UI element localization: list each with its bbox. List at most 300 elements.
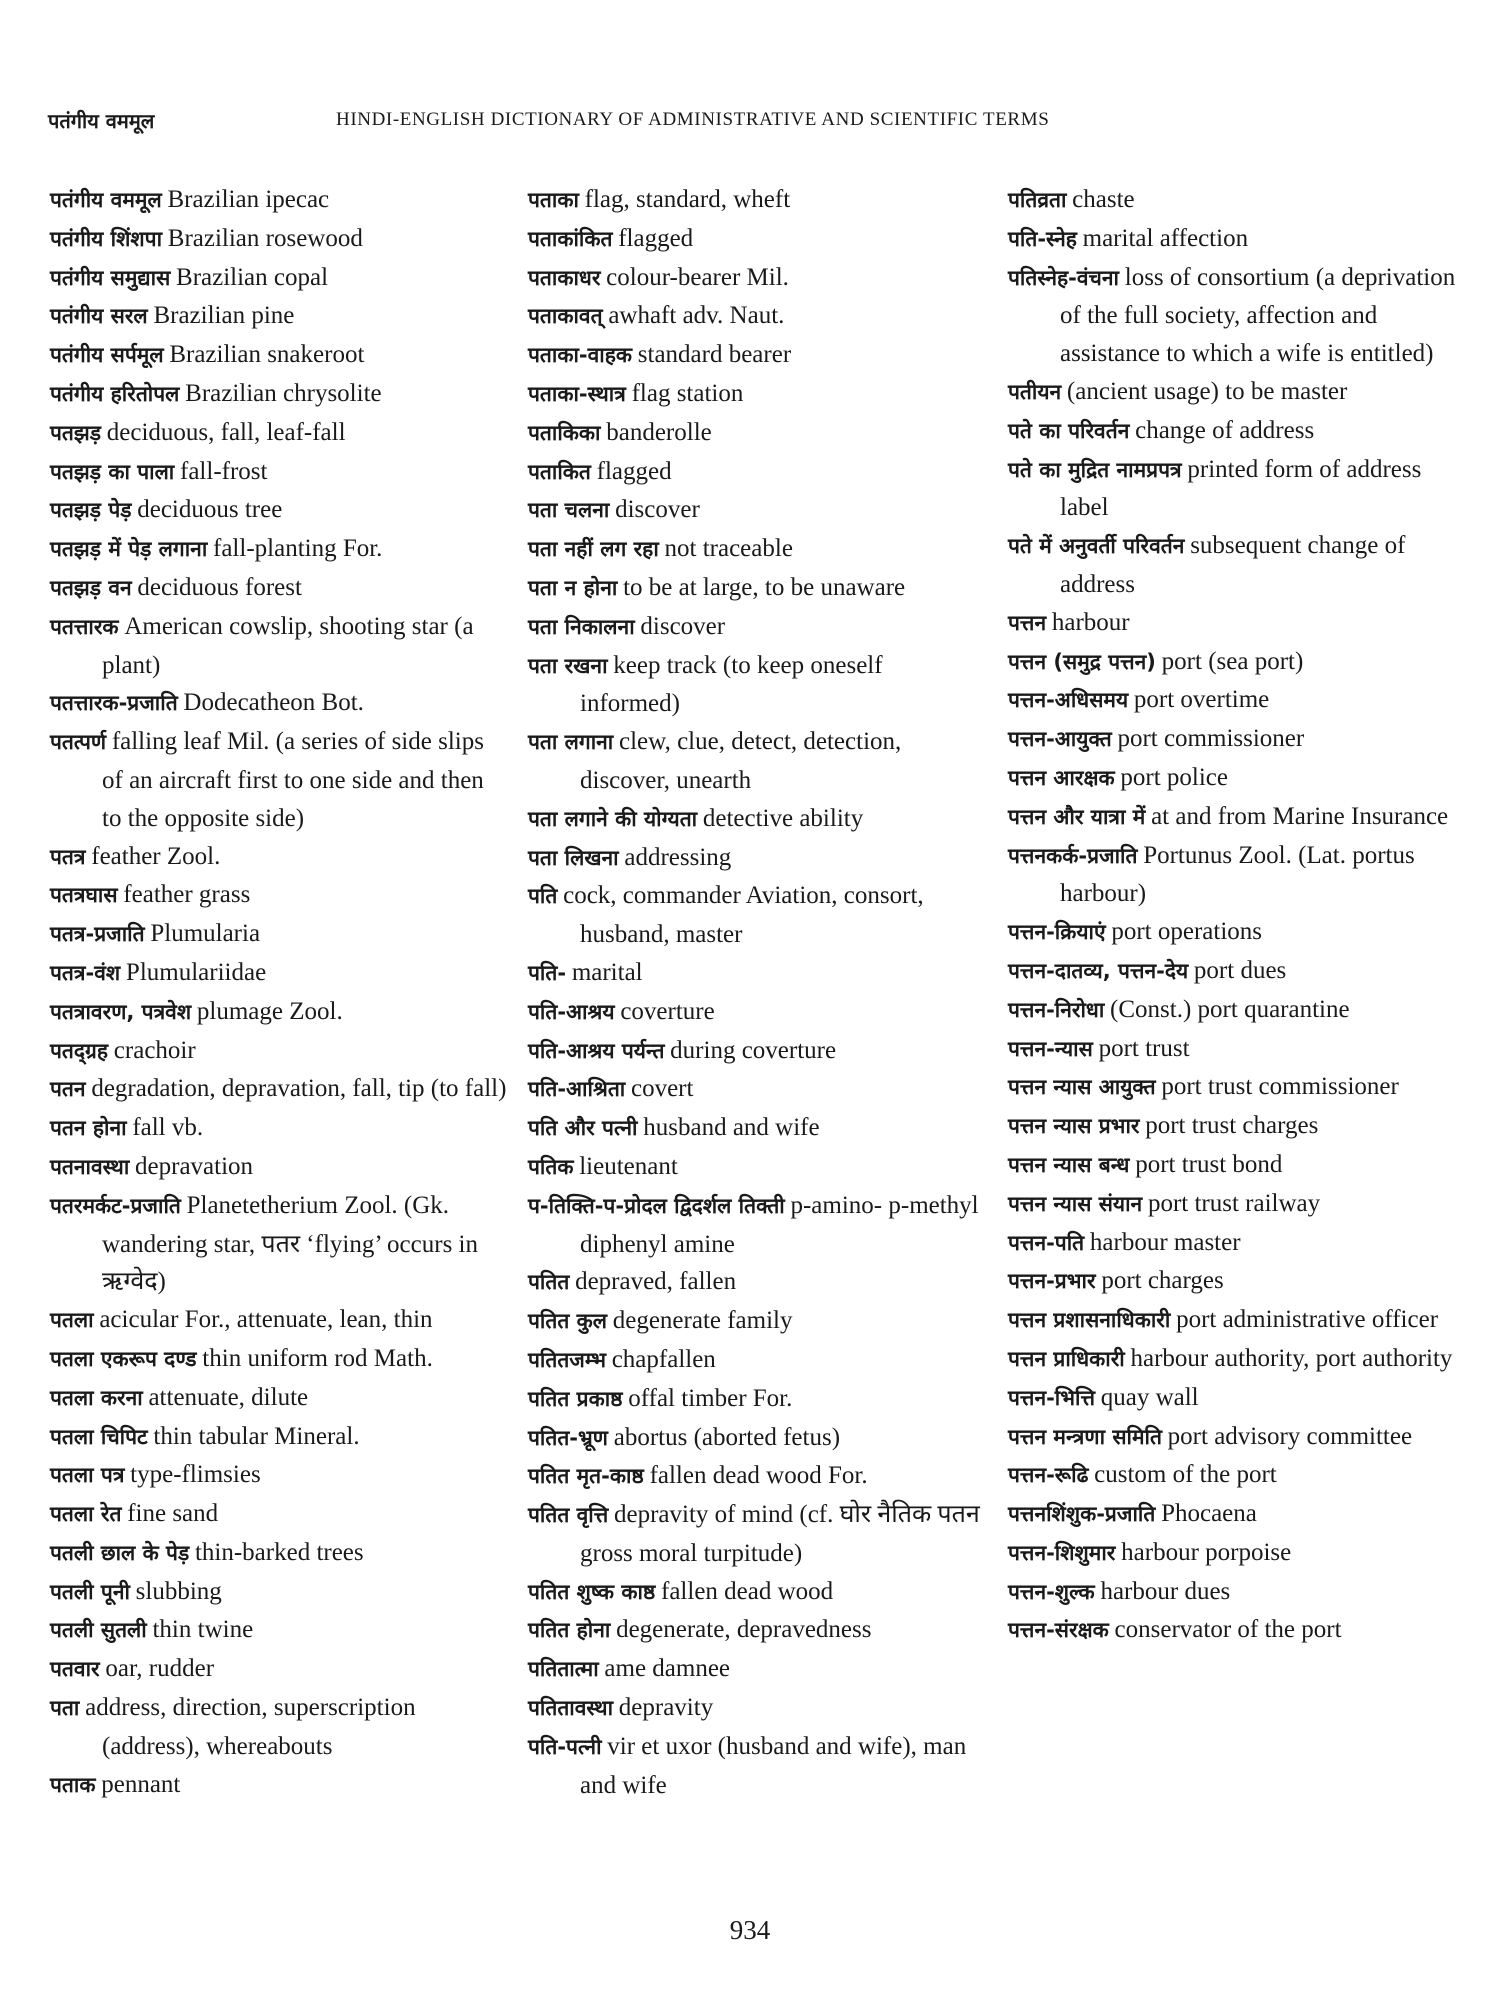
dictionary-entry bbox=[528, 877, 986, 954]
entry-headword: पतंगीय शिंशपा bbox=[50, 226, 163, 251]
entry-headword: पतली पूनी bbox=[50, 1579, 130, 1604]
entry-definition: printed form of address label bbox=[1060, 455, 1422, 522]
entry-definition: husband and wife bbox=[643, 1114, 820, 1142]
entry-headword: पतंगीय वममूल bbox=[50, 188, 162, 212]
dictionary-entry bbox=[1008, 1611, 1463, 1650]
dictionary-entry bbox=[528, 453, 986, 492]
entry-headword: पतत्तारक bbox=[50, 614, 119, 639]
entry-headword: पतला bbox=[50, 1308, 94, 1333]
dictionary-entry bbox=[50, 1611, 508, 1650]
entry-headword: पतंगीय समुद्यास bbox=[50, 265, 171, 290]
entry-headword: पतित कुल bbox=[528, 1309, 607, 1334]
dictionary-entry bbox=[1008, 259, 1463, 373]
entry-headword: पति- bbox=[528, 960, 567, 985]
dictionary-entry bbox=[528, 800, 986, 839]
dictionary-entry bbox=[528, 1689, 986, 1728]
entry-definition: port operations bbox=[1111, 918, 1263, 946]
entry-headword: पत्तन मन्त्रणा समिति bbox=[1008, 1424, 1162, 1449]
entry-headword: पतंगीय हरितोपल bbox=[50, 381, 180, 406]
dictionary-entry bbox=[50, 375, 508, 414]
entry-headword: पति और पत्नी bbox=[528, 1116, 638, 1141]
entry-definition: feather grass bbox=[123, 881, 251, 909]
entry-definition: deciduous tree bbox=[137, 496, 283, 524]
entry-headword: पतनावस्था bbox=[50, 1154, 130, 1179]
entry-definition: subsequent change of address bbox=[1060, 532, 1406, 598]
dictionary-entry bbox=[1008, 1030, 1463, 1069]
entry-definition: chaste bbox=[1072, 186, 1135, 213]
entry-headword: पत्तन-अधिसमय bbox=[1008, 688, 1129, 713]
entry-headword: पतत्पर्ण bbox=[50, 730, 107, 755]
dictionary-entry bbox=[50, 1379, 508, 1418]
dictionary-entry bbox=[50, 1109, 508, 1148]
dictionary-entry bbox=[1008, 451, 1463, 528]
entry-definition: Brazilian snakeroot bbox=[169, 341, 365, 369]
entry-definition: port dues bbox=[1193, 956, 1287, 984]
dictionary-entry bbox=[50, 954, 508, 993]
entry-definition: banderolle bbox=[606, 418, 712, 446]
entry-headword: पताकिका bbox=[528, 420, 601, 445]
entry-definition: port trust bbox=[1098, 1034, 1190, 1062]
dictionary-entry bbox=[50, 1148, 508, 1187]
dictionary-entry bbox=[50, 1456, 508, 1495]
entry-definition: fall-planting For. bbox=[213, 535, 383, 563]
entry-definition: harbour authority, port authority bbox=[1130, 1344, 1453, 1372]
entry-definition: Brazilian pine bbox=[153, 302, 295, 330]
entry-definition: awhaft adv. Naut. bbox=[608, 302, 785, 330]
entry-definition: vir et uxor (husband and wife), man and wife bbox=[580, 1732, 967, 1799]
dictionary-entry bbox=[1008, 527, 1463, 604]
entry-definition: at and from Marine Insurance bbox=[1151, 802, 1449, 830]
dictionary-entry bbox=[50, 530, 508, 569]
dictionary-entry bbox=[528, 259, 986, 298]
entry-definition: harbour porpoise bbox=[1121, 1538, 1292, 1566]
entry-headword: पति-आश्रिता bbox=[528, 1077, 626, 1102]
dictionary-entry bbox=[528, 1728, 986, 1805]
dictionary-entry bbox=[528, 1070, 986, 1109]
entry-definition: fall-frost bbox=[180, 457, 268, 485]
dictionary-entry bbox=[50, 259, 508, 298]
entry-definition: Plumulariidae bbox=[125, 958, 267, 986]
entry-headword: पतत्र-प्रजाति bbox=[50, 922, 145, 947]
entry-definition: abortus (aborted fetus) bbox=[613, 1423, 841, 1451]
entry-headword: पता चलना bbox=[528, 498, 610, 523]
dictionary-entry bbox=[50, 1340, 508, 1379]
entry-definition: thin twine bbox=[152, 1616, 254, 1644]
dictionary-title: HINDI-ENGLISH DICTIONARY OF ADMINISTRATIVE AND SCIENTIFIC TERMS bbox=[336, 109, 1050, 130]
dictionary-entry bbox=[528, 1032, 986, 1071]
entry-definition: not traceable bbox=[664, 535, 793, 563]
entry-headword: पतन bbox=[50, 1077, 86, 1102]
entry-definition: port trust railway bbox=[1147, 1189, 1321, 1217]
entry-definition: flag, standard, wheft bbox=[584, 186, 791, 213]
dictionary-entry bbox=[528, 1496, 986, 1573]
dictionary-entry bbox=[528, 1650, 986, 1689]
dictionary-entry bbox=[1008, 1573, 1463, 1612]
dictionary-entry bbox=[528, 1148, 986, 1187]
entry-headword: पतली सुतली bbox=[50, 1618, 147, 1643]
entry-definition: (Const.) port quarantine bbox=[1110, 995, 1350, 1023]
dictionary-entry bbox=[1008, 1534, 1463, 1573]
entry-headword: पति bbox=[528, 884, 558, 909]
entry-headword: पतझड़ का पाला bbox=[50, 459, 175, 484]
dictionary-entry bbox=[50, 1766, 508, 1805]
entry-headword: पतित bbox=[528, 1270, 570, 1295]
entry-headword: पतझड़ वन bbox=[50, 575, 132, 600]
entry-definition: port trust charges bbox=[1145, 1112, 1319, 1140]
dictionary-entry bbox=[50, 569, 508, 608]
entry-definition: standard bearer bbox=[637, 341, 792, 369]
entry-headword: पत्तन-न्यास bbox=[1008, 1036, 1093, 1061]
entry-headword: पतद्ग्रह bbox=[50, 1038, 109, 1063]
entry-headword: पत्तन न्यास प्रभार bbox=[1008, 1114, 1140, 1139]
entry-definition: American cowslip, shooting star (a plant) bbox=[102, 612, 474, 679]
dictionary-entry bbox=[50, 684, 508, 723]
entry-definition: during coverture bbox=[670, 1036, 837, 1064]
dictionary-entry bbox=[528, 569, 986, 608]
dictionary-entry bbox=[1008, 181, 1463, 220]
entry-definition: addressing bbox=[624, 843, 732, 871]
dictionary-entry bbox=[1008, 1107, 1463, 1146]
dictionary-entry bbox=[528, 1263, 986, 1302]
entry-headword: पत्तन और यात्रा में bbox=[1008, 804, 1146, 829]
entry-headword: पतत्रावरण, पत्रवेश bbox=[50, 999, 192, 1024]
dictionary-entry bbox=[50, 723, 508, 837]
dictionary-entry bbox=[528, 723, 986, 800]
entry-definition: lieutenant bbox=[579, 1152, 678, 1180]
entry-definition: plumage Zool. bbox=[196, 997, 343, 1025]
entry-headword: पतिस्नेह-वंचना bbox=[1008, 265, 1119, 290]
dictionary-entry bbox=[528, 336, 986, 375]
entry-headword: पत्तन न्यास बन्ध bbox=[1008, 1152, 1130, 1177]
entry-definition: port advisory committee bbox=[1167, 1422, 1413, 1450]
entry-definition: Brazilian rosewood bbox=[167, 224, 363, 252]
entry-definition: flag station bbox=[631, 379, 744, 407]
dictionary-entry bbox=[1008, 1301, 1463, 1340]
entry-headword: पतित शुष्क काष्ठ bbox=[528, 1579, 656, 1604]
entry-definition: feather Zool. bbox=[91, 842, 221, 870]
entry-headword: पतत्तारक-प्रजाति bbox=[50, 691, 178, 716]
entry-headword: पता निकालना bbox=[528, 614, 635, 639]
dictionary-entry bbox=[1008, 759, 1463, 798]
entry-definition: type-flimsies bbox=[130, 1461, 261, 1489]
entry-definition: thin-barked trees bbox=[194, 1538, 364, 1566]
entry-definition: depravation bbox=[135, 1152, 254, 1180]
dictionary-entry bbox=[50, 1534, 508, 1573]
entry-headword: पतितजम्भ bbox=[528, 1347, 606, 1372]
entry-headword: पतित मृत-काष्ठ bbox=[528, 1464, 644, 1489]
entry-definition: to be at large, to be unaware bbox=[623, 573, 906, 601]
column-1 bbox=[50, 181, 508, 1804]
entry-headword: पता लगाना bbox=[528, 730, 614, 755]
entry-headword: पताकावत् bbox=[528, 304, 603, 329]
entry-headword: पता लगाने की योग्यता bbox=[528, 806, 698, 831]
entry-definition: port (sea port) bbox=[1161, 647, 1304, 675]
dictionary-entry bbox=[1008, 1262, 1463, 1301]
entry-headword: पतला एकरूप दण्ड bbox=[50, 1346, 197, 1371]
dictionary-entry bbox=[50, 1495, 508, 1534]
dictionary-entry bbox=[528, 1109, 986, 1148]
entry-definition: Plumularia bbox=[150, 920, 261, 948]
entry-definition: fall vb. bbox=[132, 1114, 204, 1142]
entry-definition: deciduous forest bbox=[137, 573, 302, 601]
entry-headword: पत्तन-रूढि bbox=[1008, 1463, 1089, 1488]
entry-definition: coverture bbox=[620, 997, 715, 1025]
dictionary-entry bbox=[50, 876, 508, 915]
entry-headword: पताकाधर bbox=[528, 265, 601, 290]
entry-headword: पता लिखना bbox=[528, 845, 619, 870]
entry-headword: पत्तन-प्रभार bbox=[1008, 1269, 1096, 1294]
dictionary-entry bbox=[1008, 1185, 1463, 1224]
entry-definition: degradation, depravation, fall, tip (to fall) bbox=[91, 1075, 507, 1103]
dictionary-entry bbox=[528, 297, 986, 336]
entry-definition: cock, commander Aviation, consort, husband, master bbox=[563, 882, 924, 949]
dictionary-entry bbox=[1008, 1224, 1463, 1263]
entry-headword: पतीयन bbox=[1008, 379, 1062, 404]
entry-headword: पत्तन प्रशासनाधिकारी bbox=[1008, 1308, 1171, 1333]
entry-definition: crachoir bbox=[113, 1036, 196, 1064]
dictionary-entry bbox=[528, 530, 986, 569]
dictionary-entry bbox=[528, 839, 986, 878]
running-head: पतंगीय वममूल bbox=[48, 109, 155, 133]
entry-definition: harbour master bbox=[1089, 1228, 1241, 1256]
entry-headword: पतझड़ bbox=[50, 420, 102, 445]
dictionary-entry bbox=[50, 491, 508, 530]
entry-definition: acicular For., attenuate, lean, thin bbox=[99, 1306, 433, 1334]
entry-definition: oar, rudder bbox=[105, 1655, 215, 1683]
entry-headword: पतझड़ पेड़ bbox=[50, 498, 132, 523]
dictionary-entry bbox=[528, 647, 986, 724]
dictionary-entry bbox=[50, 336, 508, 375]
entry-definition: p-amino- p-methyl diphenyl amine bbox=[580, 1191, 979, 1258]
entry-definition: Brazilian copal bbox=[176, 263, 329, 291]
entry-headword: पतंगीय सरल bbox=[50, 304, 148, 329]
entry-headword: पतला करना bbox=[50, 1385, 143, 1410]
entry-definition: Brazilian ipecac bbox=[167, 186, 330, 213]
entry-definition: covert bbox=[630, 1075, 694, 1103]
entry-definition: loss of consortium (a deprivation of the full society, affection and assistance to which a wife is entitled) bbox=[1060, 263, 1456, 368]
dictionary-entry bbox=[50, 1032, 508, 1071]
dictionary-entry bbox=[50, 414, 508, 453]
dictionary-entry bbox=[528, 181, 986, 220]
entry-definition: slubbing bbox=[135, 1577, 222, 1605]
entry-definition: pennant bbox=[101, 1770, 181, 1798]
dictionary-entry bbox=[528, 491, 986, 530]
entry-headword: पता न होना bbox=[528, 575, 618, 600]
entry-headword: पतंगीय सर्पमूल bbox=[50, 343, 164, 368]
column-3 bbox=[1008, 181, 1463, 1650]
entry-headword: पति-पत्नी bbox=[528, 1734, 602, 1759]
entry-headword: पताकित bbox=[528, 459, 591, 484]
entry-headword: पतित वृत्ति bbox=[528, 1503, 609, 1528]
entry-definition: Portunus Zool. (Lat. portus harbour) bbox=[1060, 841, 1415, 908]
entry-headword: पता रखना bbox=[528, 653, 608, 678]
entry-headword: पत्तन-आयुक्त bbox=[1008, 727, 1112, 752]
dictionary-entry bbox=[528, 1611, 986, 1650]
entry-definition: attenuate, dilute bbox=[148, 1383, 309, 1411]
entry-headword: पत्तन (समुद्र पत्तन) bbox=[1008, 649, 1156, 674]
entry-headword: पताक bbox=[50, 1772, 96, 1797]
dictionary-entry bbox=[50, 915, 508, 954]
entry-definition: Phocaena bbox=[1161, 1500, 1257, 1528]
entry-headword: पत्तन-शिशुमार bbox=[1008, 1540, 1116, 1565]
entry-definition: custom of the port bbox=[1094, 1461, 1277, 1489]
entry-headword: पतिव्रता bbox=[1008, 188, 1067, 212]
entry-headword: पत्तन-निरोधा bbox=[1008, 997, 1105, 1022]
entry-definition: quay wall bbox=[1100, 1383, 1199, 1411]
dictionary-entry bbox=[1008, 1379, 1463, 1418]
entry-headword: पते का परिवर्तन bbox=[1008, 418, 1130, 443]
entry-definition: chapfallen bbox=[611, 1345, 716, 1373]
entry-headword: पताका-स्थात्र bbox=[528, 381, 626, 406]
dictionary-entry bbox=[528, 414, 986, 453]
dictionary-entry bbox=[1008, 1068, 1463, 1107]
dictionary-entry bbox=[50, 608, 508, 685]
entry-definition: degenerate, depravedness bbox=[616, 1616, 872, 1644]
entry-headword: प-तिक्ति-प-प्रोदल द्विदर्शल तिक्ती bbox=[528, 1193, 785, 1218]
entry-definition: port commissioner bbox=[1117, 725, 1305, 753]
entry-definition: (ancient usage) to be master bbox=[1066, 377, 1348, 405]
entry-headword: पतित प्रकाष्ठ bbox=[528, 1386, 623, 1411]
dictionary-entry bbox=[50, 220, 508, 259]
entry-headword: पत्तन-संरक्षक bbox=[1008, 1618, 1109, 1643]
dictionary-entry bbox=[1008, 412, 1463, 451]
dictionary-entry bbox=[528, 1341, 986, 1380]
entry-definition: port administrative officer bbox=[1176, 1306, 1439, 1334]
entry-definition: discover bbox=[615, 496, 700, 524]
entry-definition: depraved, fallen bbox=[575, 1268, 737, 1296]
entry-headword: पतत्र bbox=[50, 844, 86, 869]
entry-definition: flagged bbox=[618, 224, 694, 252]
entry-headword: पतितावस्था bbox=[528, 1696, 614, 1721]
entry-headword: पत्तन न्यास आयुक्त bbox=[1008, 1075, 1156, 1100]
entry-headword: पतली छाल के पेड़ bbox=[50, 1540, 190, 1565]
dictionary-entry bbox=[528, 375, 986, 414]
entry-headword: पतला रेत bbox=[50, 1502, 122, 1527]
dictionary-entry bbox=[528, 1380, 986, 1419]
dictionary-entry bbox=[528, 1302, 986, 1341]
dictionary-entry bbox=[1008, 373, 1463, 412]
entry-definition: Brazilian chrysolite bbox=[185, 379, 382, 407]
dictionary-entry bbox=[1008, 1340, 1463, 1379]
entry-definition: keep track (to keep oneself informed) bbox=[580, 651, 883, 718]
dictionary-entry bbox=[50, 1301, 508, 1340]
dictionary-entry bbox=[528, 1457, 986, 1496]
dictionary-entry bbox=[50, 453, 508, 492]
entry-headword: पता bbox=[50, 1696, 80, 1721]
dictionary-entry bbox=[1008, 604, 1463, 643]
entry-definition: flagged bbox=[596, 457, 672, 485]
entry-headword: पतित-भ्रूण bbox=[528, 1425, 608, 1450]
entry-headword: पतितात्मा bbox=[528, 1657, 599, 1682]
entry-definition: marital bbox=[571, 958, 643, 986]
entry-headword: पतित होना bbox=[528, 1618, 611, 1643]
entry-headword: पतवार bbox=[50, 1657, 100, 1682]
entry-definition: port trust commissioner bbox=[1161, 1073, 1399, 1101]
dictionary-entry bbox=[528, 993, 986, 1032]
entry-definition: port charges bbox=[1101, 1267, 1224, 1295]
dictionary-entry bbox=[528, 608, 986, 647]
entry-definition: falling leaf Mil. (a series of side slips of an aircraft first to one side and then to the opposite side) bbox=[102, 728, 484, 832]
dictionary-entry bbox=[528, 954, 986, 993]
entry-definition: thin tabular Mineral. bbox=[153, 1422, 360, 1450]
entry-definition: offal timber For. bbox=[628, 1384, 793, 1412]
dictionary-entry bbox=[50, 1650, 508, 1689]
dictionary-entry bbox=[1008, 681, 1463, 720]
entry-headword: पतन होना bbox=[50, 1116, 127, 1141]
entry-headword: पताका-वाहक bbox=[528, 343, 633, 368]
dictionary-entry bbox=[50, 838, 508, 877]
entry-headword: पत्तन-भित्ति bbox=[1008, 1385, 1095, 1410]
entry-definition: clew, clue, detect, detection, discover, unearth bbox=[580, 728, 902, 794]
dictionary-entry bbox=[1008, 913, 1463, 952]
entry-definition: conservator of the port bbox=[1114, 1616, 1342, 1644]
entry-headword: पतझड़ में पेड़ लगाना bbox=[50, 537, 208, 562]
entry-headword: पताकांकित bbox=[528, 226, 613, 251]
entry-headword: पत्तनशिंशुक-प्रजाति bbox=[1008, 1502, 1156, 1527]
dictionary-entry bbox=[1008, 220, 1463, 259]
entry-headword: पते का मुद्रित नामप्रपत्र bbox=[1008, 457, 1182, 482]
entry-definition: Dodecatheon Bot. bbox=[183, 689, 364, 717]
dictionary-entry bbox=[50, 993, 508, 1032]
dictionary-entry bbox=[1008, 643, 1463, 682]
entry-headword: पत्तन न्यास संयान bbox=[1008, 1191, 1143, 1216]
entry-definition: port trust bond bbox=[1135, 1150, 1283, 1178]
entry-definition: harbour dues bbox=[1100, 1577, 1231, 1605]
entry-definition: change of address bbox=[1135, 416, 1315, 444]
dictionary-entry bbox=[528, 220, 986, 259]
entry-definition: address, direction, superscription (address), whereabouts bbox=[85, 1694, 416, 1760]
entry-headword: पति-स्नेह bbox=[1008, 226, 1077, 251]
entry-headword: पताका bbox=[528, 188, 579, 212]
dictionary-entry bbox=[50, 1573, 508, 1612]
entry-headword: पतिक bbox=[528, 1154, 574, 1179]
dictionary-entry bbox=[1008, 798, 1463, 837]
dictionary-entry bbox=[1008, 837, 1463, 914]
entry-headword: पता नहीं लग रहा bbox=[528, 537, 659, 562]
entry-headword: पतत्र-वंश bbox=[50, 960, 121, 985]
page-header bbox=[48, 107, 1428, 143]
entry-definition: port police bbox=[1120, 763, 1228, 791]
entry-headword: पति-आश्रय पर्यन्त bbox=[528, 1038, 665, 1063]
dictionary-entry bbox=[528, 1419, 986, 1458]
entry-headword: पतला चिपिट bbox=[50, 1424, 148, 1449]
dictionary-entry bbox=[1008, 991, 1463, 1030]
entry-headword: पत्तन प्राधिकारी bbox=[1008, 1346, 1125, 1371]
entry-headword: पतला पत्र bbox=[50, 1463, 125, 1488]
entry-definition: deciduous, fall, leaf-fall bbox=[106, 418, 346, 446]
dictionary-entry bbox=[1008, 1418, 1463, 1457]
entry-headword: पत्तन आरक्षक bbox=[1008, 765, 1115, 790]
dictionary-entry bbox=[528, 1573, 986, 1612]
dictionary-entry bbox=[1008, 952, 1463, 991]
entry-definition: degenerate family bbox=[612, 1307, 793, 1335]
entry-headword: पति-आश्रय bbox=[528, 999, 615, 1024]
entry-headword: पत्तन-क्रियाएं bbox=[1008, 920, 1106, 945]
entry-definition: fallen dead wood For. bbox=[649, 1462, 868, 1490]
entry-definition: colour-bearer Mil. bbox=[606, 263, 789, 291]
entry-headword: पत्तनकर्क-प्रजाति bbox=[1008, 843, 1138, 868]
entry-definition: fallen dead wood bbox=[661, 1577, 834, 1605]
entry-definition: discover bbox=[640, 612, 726, 640]
entry-headword: पतत्रघास bbox=[50, 883, 118, 908]
dictionary-entry bbox=[1008, 1495, 1463, 1534]
dictionary-entry bbox=[528, 1187, 986, 1264]
dictionary-entry bbox=[50, 1187, 508, 1301]
dictionary-entry bbox=[50, 297, 508, 336]
dictionary-entry bbox=[50, 1070, 508, 1109]
dictionary-entry bbox=[50, 181, 508, 220]
entry-headword: पत्तन bbox=[1008, 610, 1047, 635]
